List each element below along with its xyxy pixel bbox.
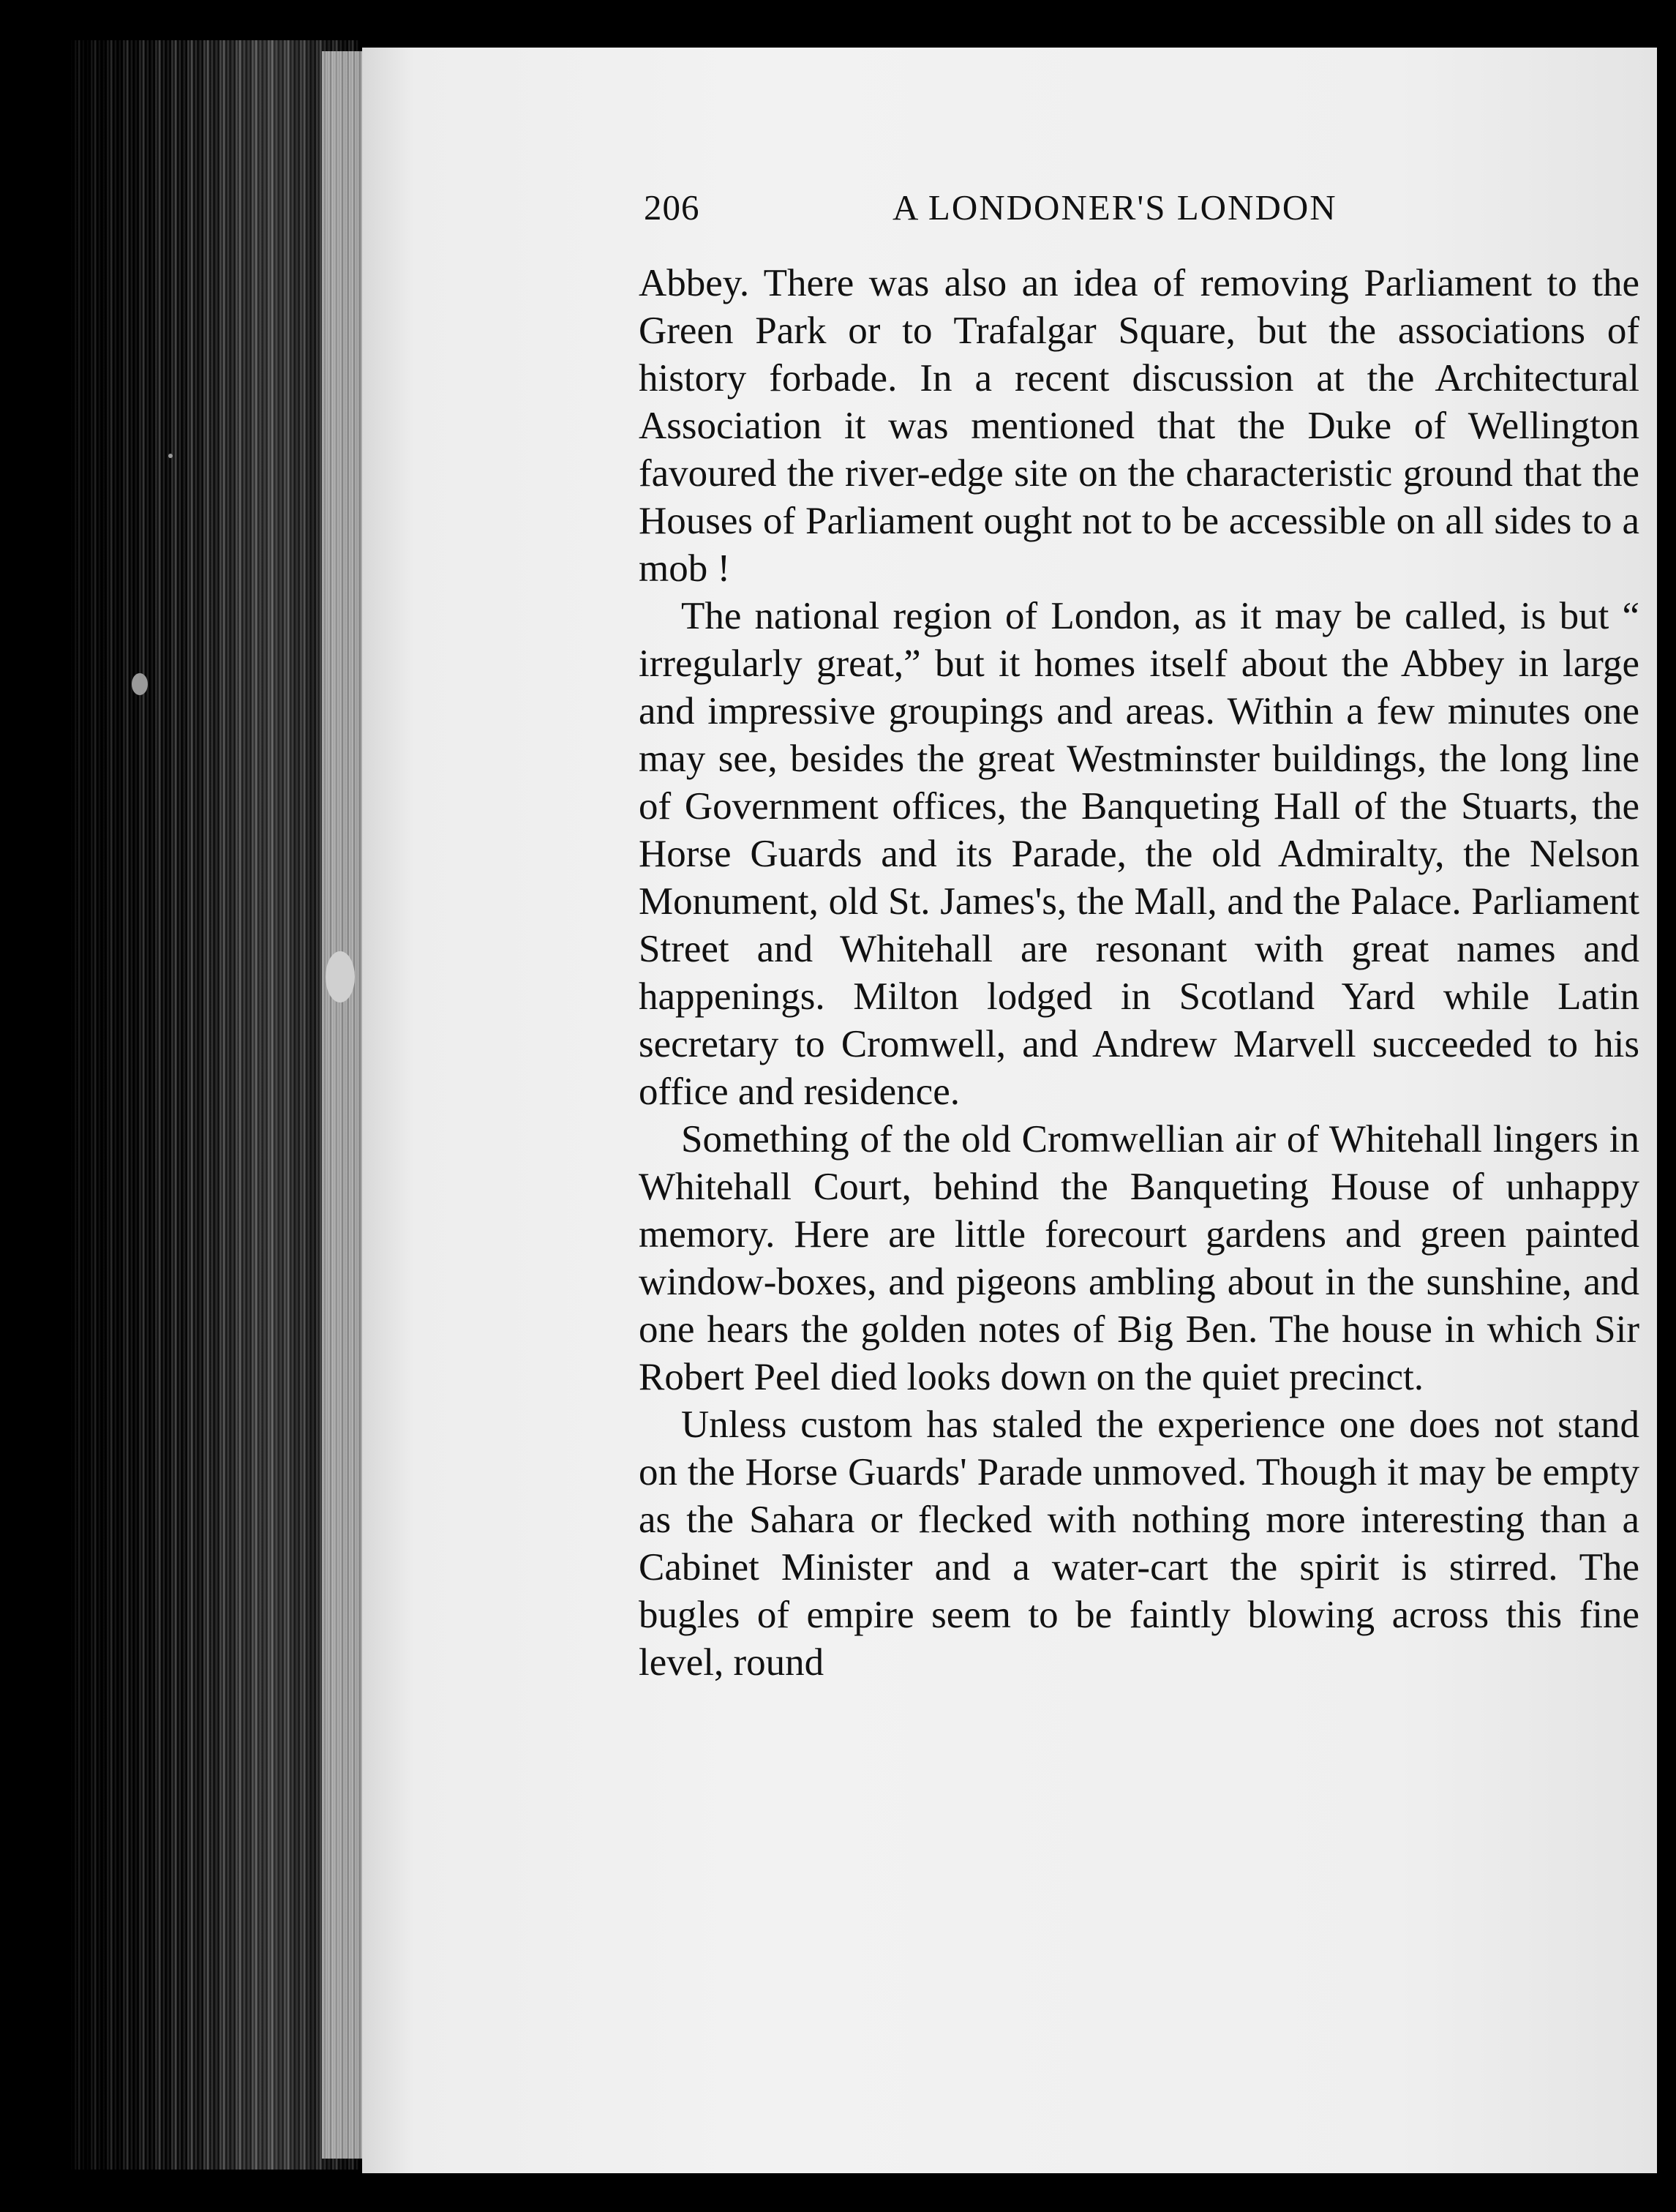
dust-speck — [132, 673, 148, 695]
book-title: A LONDONER'S LONDON — [893, 187, 1337, 228]
page-edge-highlight — [322, 51, 366, 2159]
paragraph: The national region of London, as it may be called, is but “ irregularly great,” but it homes itself about the Abbey in large and impressive groupings and areas. Within a few minutes one may see, besides the great Westminster buildings, the long line of Government offices, the Banqueting Hall of the Stuarts, the Horse Guards and its Parade, the old Admiralty, the Nelson Monument, old St. James's, the Mall, and the Palace. Parliament Street and Whitehall are resonant with great names and happenings. Milton lodged in Scotland Yard while Latin secretary to Cromwell, and Andrew Marvell succeeded to his office and residence. — [639, 595, 1639, 1113]
dust-speck — [168, 454, 173, 458]
body-text — [639, 260, 1639, 1687]
page-number: 206 — [644, 187, 700, 228]
book-page-edges — [69, 40, 358, 2170]
paragraph: Abbey. There was also an idea of removing Parliament to the Green Park or to Trafalgar Square, but the associations of history forbade. In a recent discussion at the Architectural Association it was mentioned that the Duke of Wellington favoured the river-edge site on the characteristic ground that the Houses of Parliament ought not to be accessible on all sides to a mob ! — [639, 262, 1639, 590]
paragraph: Unless custom has staled the experience one does not stand on the Horse Guards' Parade unmoved. Though it may be empty as the Sahara or flecked with nothing more interesting than a Cabinet Minister and a water-cart the spirit is stirred. The bugles of empire seem to be faintly blowing across this fine level, round — [639, 1403, 1639, 1684]
dust-speck — [326, 951, 355, 1002]
paragraph: Something of the old Cromwellian air of Whitehall lingers in Whitehall Court, behind the Banqueting House of unhappy memory. Here are little forecourt gardens and green painted window-boxes, and pigeons ambling about in the sunshine, and one hears the golden notes of Big Ben. The house in which Sir Robert Peel died looks down on the quiet precinct. — [639, 1118, 1639, 1398]
